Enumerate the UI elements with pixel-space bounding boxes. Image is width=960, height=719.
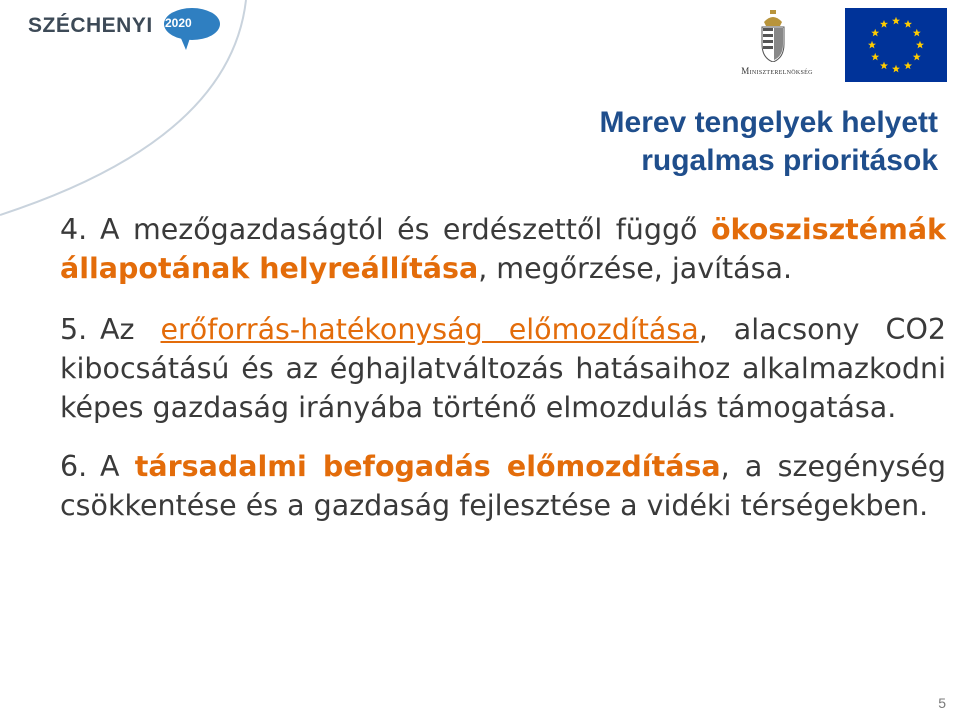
- item-text-after: , a szegénység csökkentése és a gazdaság fejlesztése a vidéki térségekben.: [60, 450, 947, 522]
- hungarian-crest-icon: [758, 10, 788, 62]
- item-text-after: , alacsony CO2 kibocsátású és az éghajlatváltozás hatásaihoz alkalmazkodni képes gazdaság irányába történő elmozdulás támogatása.: [60, 313, 947, 424]
- item-highlight-link[interactable]: erőforrás-hatékonyság előmozdítása: [160, 313, 699, 346]
- title-line-2: rugalmas prioritások: [641, 144, 938, 177]
- item-number: 6.: [60, 450, 88, 483]
- page-number: 5: [938, 695, 946, 711]
- szechenyi-2020-logo: [28, 6, 218, 52]
- item-text-before: Az: [100, 313, 135, 346]
- eu-flag-icon: [845, 8, 947, 82]
- slide-content: [60, 210, 946, 525]
- list-item-6: [60, 447, 946, 525]
- list-item-5: [60, 310, 946, 427]
- item-text-before: A: [100, 450, 120, 483]
- item-highlight: ökoszisztémák állapotának helyreállítása: [60, 213, 947, 285]
- item-text-after: , megőrzése, javítása.: [478, 252, 793, 285]
- item-number: 5.: [60, 313, 88, 346]
- szechenyi-year: 2020: [165, 16, 192, 30]
- slide-title: [600, 104, 938, 180]
- ministry-label: Miniszterelnökség: [741, 66, 813, 76]
- item-number: 4.: [60, 213, 88, 246]
- item-highlight: társadalmi befogadás előmozdítása: [134, 450, 721, 483]
- title-line-1: Merev tengelyek helyett: [599, 106, 938, 139]
- szechenyi-word: SZÉCHENYI: [28, 14, 153, 37]
- item-text-before: A mezőgazdaságtól és erdészettől függő: [100, 213, 698, 246]
- list-item-4: [60, 210, 946, 288]
